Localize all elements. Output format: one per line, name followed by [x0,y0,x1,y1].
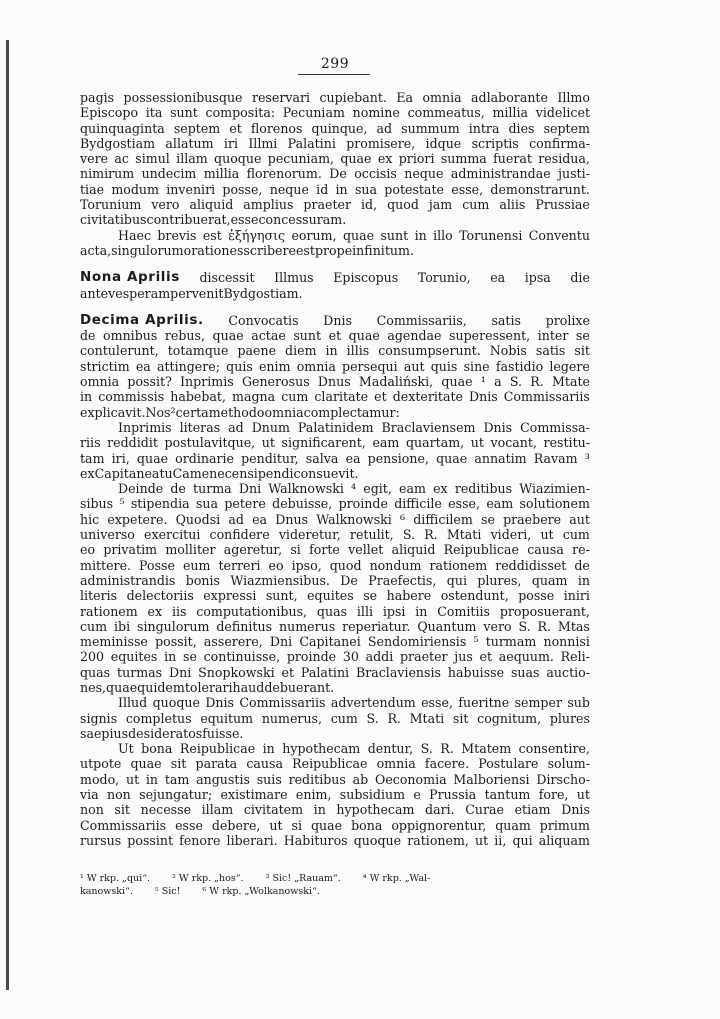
date-heading: Decima Aprilis. [80,311,204,328]
text-line: riis reddidit postulavitque, ut significarent, eam quartam, ut vocant, restitu- [80,435,590,451]
text-line: Episcopo ita sunt composita: Pecuniam nomine commeatus, millia videlicet [80,105,590,121]
page-number: 299 [320,56,350,72]
paragraph [80,741,590,848]
text-line: quinquaginta septem et florenos quinque, ad summum intra dies septem [80,120,590,136]
paragraph [80,228,590,259]
footnote: ⁶ W rkp. „Wolkanowski“. [202,886,320,897]
text-line: acta, singulorum orationes scribere est prope infinitum. [80,242,414,258]
text-line: Ut bona Reipublicae in hypothecam dentur, S. R. Mtatem consentire, [118,741,590,757]
text-line: utpote quae sit parata causa Reipublicae omnia facere. Postulare solum- [80,756,590,772]
text-line: ante vesperam pervenit Bydgostiam. [80,285,303,301]
text-line: tiae modum inveniri posse, neque id in sua potestate esse, demonstrarunt. [80,181,590,197]
text-line: administrandis bonis Wiazmiensibus. De Praefectis, qui plures, quam in [80,572,590,588]
text-line: Illud quoque Dnis Commissariis advertendum esse, fueritne semper sub [118,695,590,711]
text-line: quas turmas Dni Snopkowski et Palatini Braclaviensis habuisse suas auctio- [80,664,590,680]
text-line: hic expetere. Quodsi ad ea Dnus Walknowski ⁶ difficilem se praebere aut [80,511,590,527]
text-line: 200 equites in se continuisse, proinde 30 addi praeter jus et aequum. Reli- [80,649,590,665]
page-number-rule [298,74,370,75]
text-line: strictim ea attingere; quis enim omnia persequi aut quis sine fastidio legere [80,358,590,374]
text-line: universo exercitui confidere videretur, retulit, S. R. Mtati videri, ut cum [80,527,590,543]
text-line: Inprimis literas ad Dnum Palatinidem Braclaviensem Dnis Commissa- [118,419,590,435]
scan-edge [6,40,9,990]
text-line: nes, quae quidem tolerari haud debuerant. [80,679,335,695]
text-line: rationem ex iis computationibus, quas illi ipsi in Comitiis proposuerant, [80,603,590,619]
paragraph [80,270,590,301]
text-line: Decima Aprilis. Convocatis Dnis Commissariis, satis prolixe [80,311,590,328]
text-line: pagis possessionibusque reservari cupiebant. Ea omnia adlaborante Illmo [80,90,590,105]
text-line: modo, ut in tam angustis suis reditibus ab Oeconomia Malboriensi Dirscho- [80,771,590,787]
text-line: literis delectoriis expressi sunt, equites se habere ostendunt, posse iniri [80,588,590,604]
text-line: Nona Aprilis discessit Illmus Episcopus Torunio, ea ipsa die [80,269,590,286]
footnote: ³ Sic! „Rauam“. [265,873,341,884]
text-line: Torunium vero aliquid amplius praeter id, quod jam cum aliis Prussiae [80,197,590,213]
footnotes [80,872,600,898]
paragraph [80,481,590,695]
text-line: in commissis habebat, magna cum claritate et dexteritate Dnis Commissariis [80,389,590,405]
body-text [80,90,590,848]
text-line: rursus possint fenore liberari. Habituros quoque rationem, ut ii, qui aliquam [80,832,590,848]
footnote: ² W rkp. „hos“. [172,873,244,884]
text-line: eo privatim molliter ageretur, si forte vellet aliquid Reipublicae causa re- [80,542,590,558]
text-line: nimirum undecim millia florenorum. De occisis neque administrandae justi- [80,166,590,182]
paragraph [80,695,590,741]
text-line: saepius desideratos fuisse. [80,725,244,741]
text-line: Deinde de turma Dni Walknowski ⁴ egit, eam ex reditibus Wiazimien- [118,481,590,497]
text-line: explicavit. Nos ² certa methodo omnia complectamur: [80,404,400,420]
text-line: civitatibus contribuerat, esse concessuram. [80,212,347,228]
footnote: kanowski“. [80,886,133,897]
text-line: signis completus equitum numerus, cum S. R. Mtati sit cognitum, plures [80,710,590,726]
footnote: ⁵ Sic! [154,886,181,897]
paragraph [80,90,590,228]
text-line: meminisse possit, asserere, Dni Capitanei Sendomiriensis ⁵ turmam nonnisi [80,634,590,650]
footnote-line [80,885,600,898]
text-line: tam iri, quae ordinarie penditur, salva ea pensione, quae annatim Ravam ³ [80,450,590,466]
text-line: mittere. Posse eum terreri eo ipso, quod nondum rationem reddidisset de [80,557,590,573]
text-line: contulerunt, totamque paene diem in illis consumpserunt. Nobis satis sit [80,343,590,359]
footnote-line [80,872,600,885]
text-line: Bydgostiam allatum iri Illmi Palatini promisere, idque scriptis confirma- [80,135,590,151]
text-line: via non sejungatur; existimare enim, subsidium e Prussia tantum fore, ut [80,787,590,803]
footnote: ⁴ W rkp. „Wal- [362,873,431,884]
paragraph [80,420,590,481]
text-line: Commissariis esse debere, ut si quae bona oppignorentur, quam primum [80,817,590,833]
footnote: ¹ W rkp. „qui“. [80,873,151,884]
text-line: de omnibus rebus, quae actae sunt et quae agendae superessent, inter se [80,328,590,344]
paragraph [80,313,590,420]
text-line: ex Capitaneatu Camenecensi pendi consuevit. [80,465,359,481]
text-line: omnia possit? Inprimis Generosus Dnus Madaliński, quae ¹ a S. R. Mtate [80,374,590,390]
text-line: sibus ⁵ stipendia sua petere debuisse, proinde difficile esse, eam solutionem [80,496,590,512]
text-line: non sit necesse illam civitatem in hypothecam dari. Curae etiam Dnis [80,802,590,818]
text-line: Haec brevis est ἐξήγησις eorum, quae sunt in illo Torunensi Conventu [118,227,590,243]
text-line: cum ibi singulorum definitus numerus reperiatur. Quantum vero S. R. Mtas [80,618,590,634]
date-heading: Nona Aprilis [80,269,180,286]
text-line: vere ac simul illam quoque pecuniam, quae ex priori summa fuerat residua, [80,151,590,167]
